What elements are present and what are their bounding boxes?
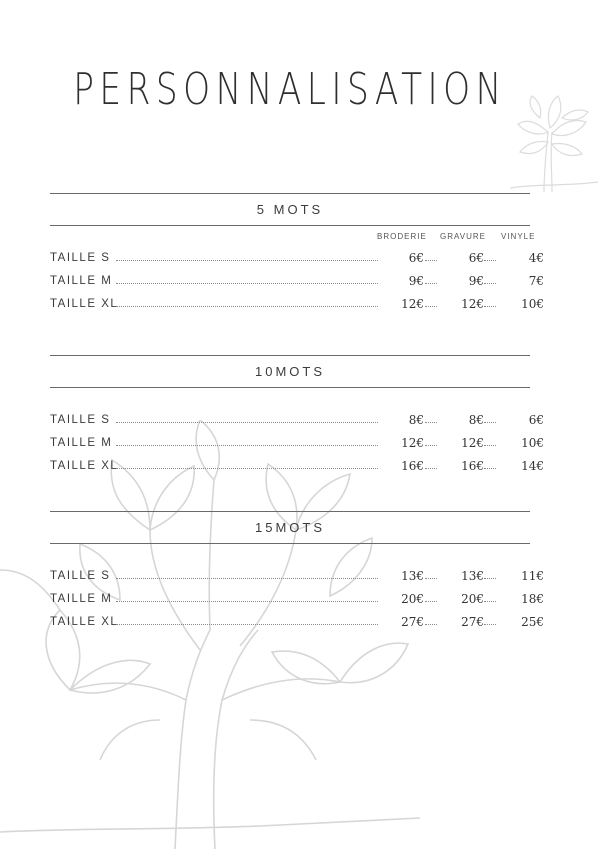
column-header: BRODERIE [377,232,427,241]
size-label: TAILLE S [50,252,111,264]
size-label: TAILLE XL [50,298,119,310]
price-vinyle: 10€ [521,297,544,311]
price-gravure: 13€ [461,569,484,583]
price-broderie: 8€ [408,413,424,427]
dot-leader [116,260,378,261]
dot-leader [425,624,437,625]
price-gravure: 12€ [461,297,484,311]
size-label: TAILLE M [50,275,113,287]
price-broderie: 6€ [408,251,424,265]
price-vinyle: 7€ [528,274,544,288]
size-label: TAILLE XL [50,616,119,628]
price-row [50,294,544,317]
dot-leader [116,306,378,307]
dot-leader [425,260,437,261]
price-broderie: 12€ [401,436,424,450]
dot-leader [484,624,496,625]
dot-leader [116,283,378,284]
section-title: 5 MOTS [256,202,324,217]
page-title: PERSONNALISATION [73,64,507,115]
price-gravure: 20€ [461,592,484,606]
dot-leader [425,468,437,469]
price-broderie: 27€ [401,615,424,629]
price-vinyle: 4€ [528,251,544,265]
dot-leader [425,422,437,423]
price-broderie: 12€ [401,297,424,311]
column-header: VINYLE [501,232,536,241]
dot-leader [484,468,496,469]
price-section [50,355,544,479]
column-header: GRAVURE [440,232,486,241]
column-headers [50,544,530,566]
dot-leader [484,601,496,602]
dot-leader [484,306,496,307]
size-label: TAILLE S [50,570,111,582]
dot-leader [484,283,496,284]
price-row [50,410,544,433]
price-row [50,433,544,456]
dot-leader [425,578,437,579]
section-title: 15MOTS [254,520,325,535]
price-row [50,589,544,612]
price-gravure: 16€ [461,459,484,473]
size-label: TAILLE XL [50,460,119,472]
price-vinyle: 18€ [521,592,544,606]
price-broderie: 16€ [401,459,424,473]
dot-leader [484,578,496,579]
dot-leader [116,422,378,423]
price-broderie: 13€ [401,569,424,583]
price-row [50,248,544,271]
dot-leader [425,306,437,307]
size-label: TAILLE M [50,437,113,449]
dot-leader [425,601,437,602]
price-vinyle: 6€ [528,413,544,427]
price-gravure: 6€ [468,251,484,265]
size-label: TAILLE M [50,593,113,605]
price-row [50,271,544,294]
dot-leader [116,468,378,469]
dot-leader [484,445,496,446]
dot-leader [425,445,437,446]
price-section [50,511,544,635]
price-vinyle: 14€ [521,459,544,473]
price-broderie: 20€ [401,592,424,606]
price-gravure: 9€ [468,274,484,288]
column-headers [50,226,536,248]
dot-leader [484,422,496,423]
price-gravure: 27€ [461,615,484,629]
price-row [50,456,544,479]
price-vinyle: 25€ [521,615,544,629]
dot-leader [484,260,496,261]
dot-leader [116,445,378,446]
price-broderie: 9€ [408,274,424,288]
dot-leader [425,283,437,284]
column-headers [50,388,530,410]
price-row [50,566,544,589]
price-section [50,193,544,317]
price-gravure: 12€ [461,436,484,450]
dot-leader [116,624,378,625]
section-title: 10MOTS [254,364,325,379]
size-label: TAILLE S [50,414,111,426]
price-vinyle: 11€ [521,569,544,583]
price-vinyle: 10€ [521,436,544,450]
price-row [50,612,544,635]
price-gravure: 8€ [468,413,484,427]
dot-leader [116,601,378,602]
dot-leader [116,578,378,579]
